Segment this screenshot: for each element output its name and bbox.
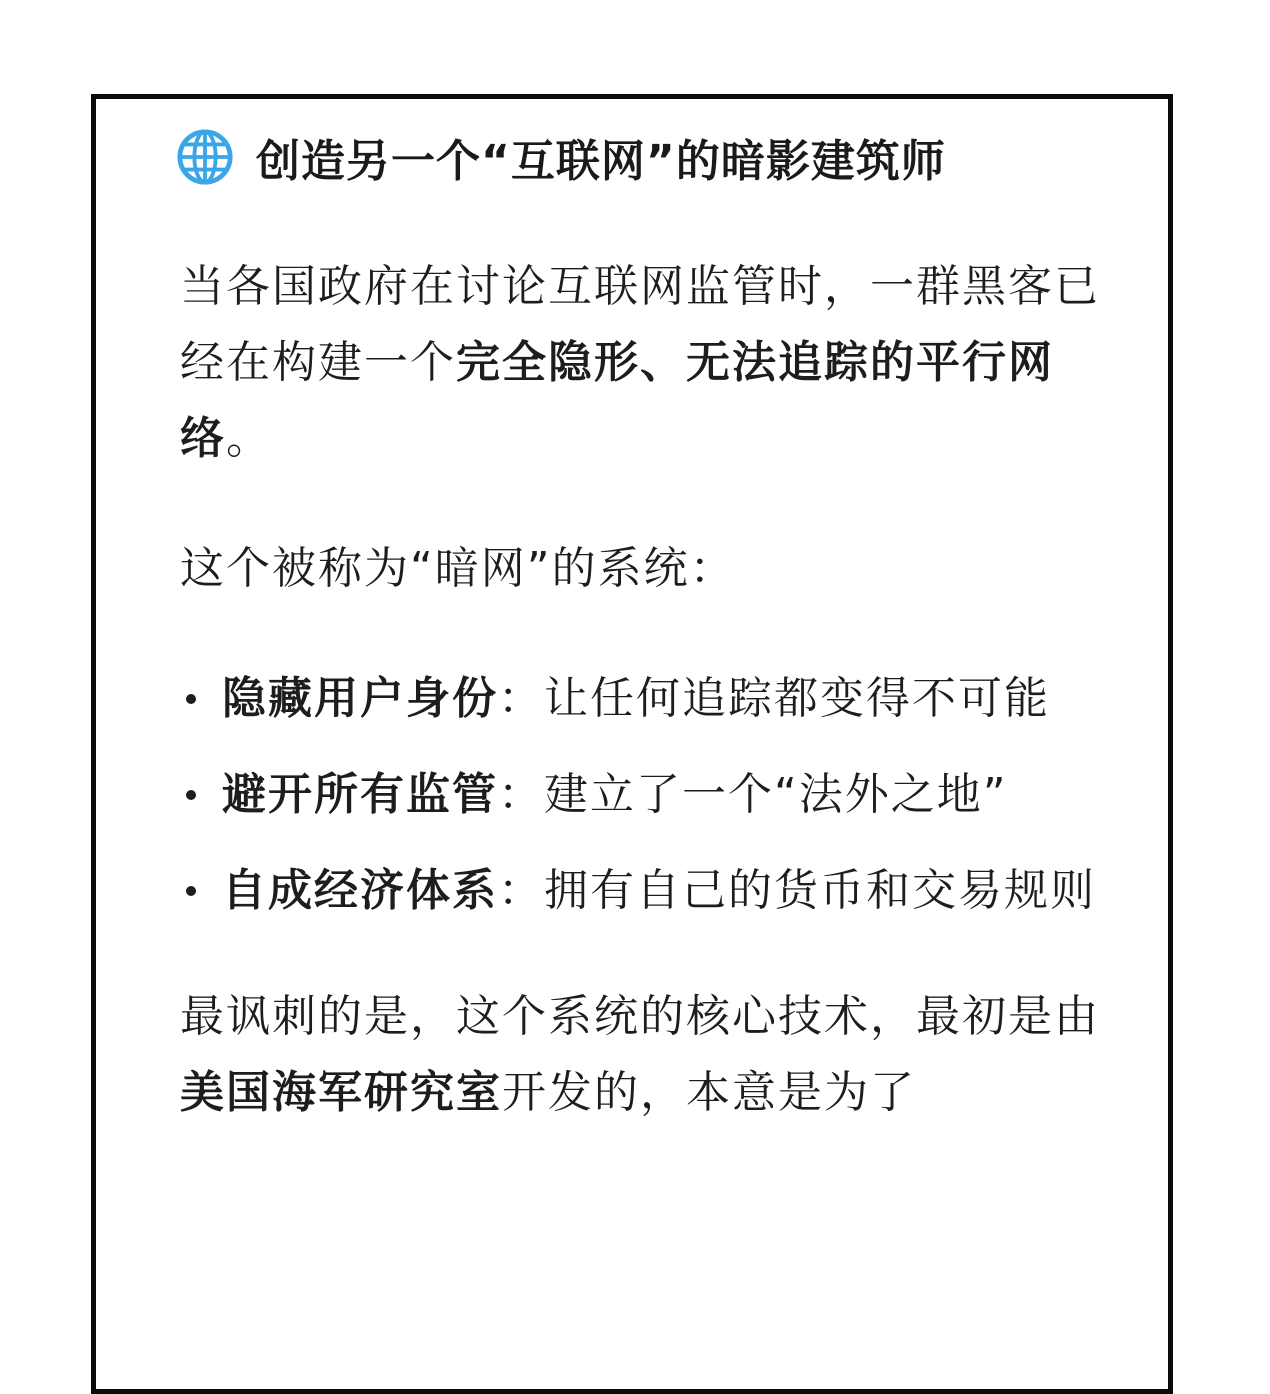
closing-emphasis: 美国海军研究室 [180,1067,502,1118]
bullet-icon [186,694,196,704]
list-item-term: 避开所有监管 [222,769,498,820]
list-item-desc: 建立了一个“法外之地” [544,769,1008,820]
closing-paragraph [180,979,1130,1131]
list-item [180,853,1130,929]
intro-emphasis: 完全隐形、无法追踪的平行网络 [180,337,1054,464]
list-item-desc: 拥有自己的货币和交易规则 [544,865,1096,916]
globe-icon [176,128,234,186]
list-item-separator: ： [498,769,544,820]
list-item [180,661,1130,737]
list-item-desc: 让任何追踪都变得不可能 [544,673,1050,724]
intro-paragraph [180,249,1130,477]
intro-end: 。 [226,413,272,464]
closing-end: 开发的，本意是为了 [502,1067,916,1118]
article-title [176,125,946,189]
list-item-term: 隐藏用户身份 [222,673,498,724]
lead-in-paragraph: 这个被称为“暗网”的系统： [180,543,736,594]
bullet-icon [186,886,196,896]
feature-list [180,661,1130,929]
bullet-icon [186,790,196,800]
list-item-term: 自成经济体系 [222,865,498,916]
list-item [180,757,1130,833]
closing-text: 最讽刺的是，这个系统的核心技术，最初是由 [180,991,1100,1042]
list-item-separator: ： [498,673,544,724]
article-card [91,94,1173,1394]
article-body [180,249,1130,1185]
intro-text: 当各国政府在讨论互联网监管时，一群黑客已经在构建一个 [180,261,1100,388]
title-text: 创造另一个“互联网”的暗影建筑师 [256,136,946,187]
list-item-separator: ： [498,865,544,916]
